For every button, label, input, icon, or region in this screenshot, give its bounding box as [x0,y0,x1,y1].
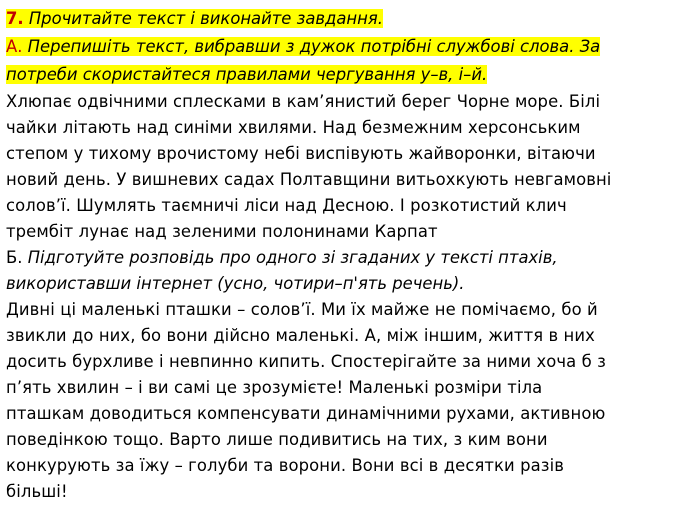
text-line: трембіт лунає над зеленими полонинами Карпат [6,222,438,241]
part-b-letter: Б. [6,248,23,267]
answer-line: Дивні ці маленькі пташки – солов’ї. Ми їх майже не помічаємо, бо й [6,300,598,319]
task-header [6,6,383,32]
part-a-instruction-1: Перепишіть текст, вибравши з дужок потрібні службові слова. За [27,37,601,56]
part-a-letter: А. [6,37,23,56]
part-a-line-2 [6,62,487,88]
text-line: солов’ї. Шумлять таємничі ліси над Десною. І розкотистий клич [6,196,567,215]
text-line: Хлюпає одвічними сплесками в кам’янистий берег Чорне море. Білі [6,92,601,111]
task-title: Прочитайте текст і виконайте завдання. [28,9,383,28]
answer-line: досить бурхливе і невпинно кипить. Спостерігайте за ними хоча б з [6,352,606,371]
part-b-line-1 [6,245,558,271]
part-a-line-1 [6,34,600,60]
part-b-instruction-2: використавши інтернет (усно, чотири–п'ять речень). [6,274,465,293]
text-line: чайки літають над синіми хвилями. Над безмежним херсонським [6,118,581,137]
text-line: степом у тихому врочистому небі виспівують жайворонки, вітаючи [6,144,596,163]
part-b-instruction-1: Підготуйте розповідь про одного зі згаданих у тексті птахів, [27,248,558,267]
answer-line: конкурують за їжу – голуби та ворони. Вони всі в десятки разів [6,456,564,475]
answer-line: пташкам доводиться компенсувати динамічними рухами, активною [6,404,606,423]
answer-line: поведінкою тощо. Варто лише подивитись на тих, з ким вони [6,430,548,449]
task-number: 7. [6,9,24,28]
answer-line: п’ять хвилин – і ви самі це зрозумієте! Маленькі розміри тіла [6,378,543,397]
text-line: новий день. У вишневих садах Полтавщини витьохкують невгамовні [6,170,612,189]
part-a-instruction-2: потреби скористайтеся правилами чергування у–в, і–й. [6,65,488,84]
answer-line: звикли до них, бо вони дійсно маленькі. А, між іншим, життя в них [6,326,595,345]
answer-line: більші! [6,482,68,501]
